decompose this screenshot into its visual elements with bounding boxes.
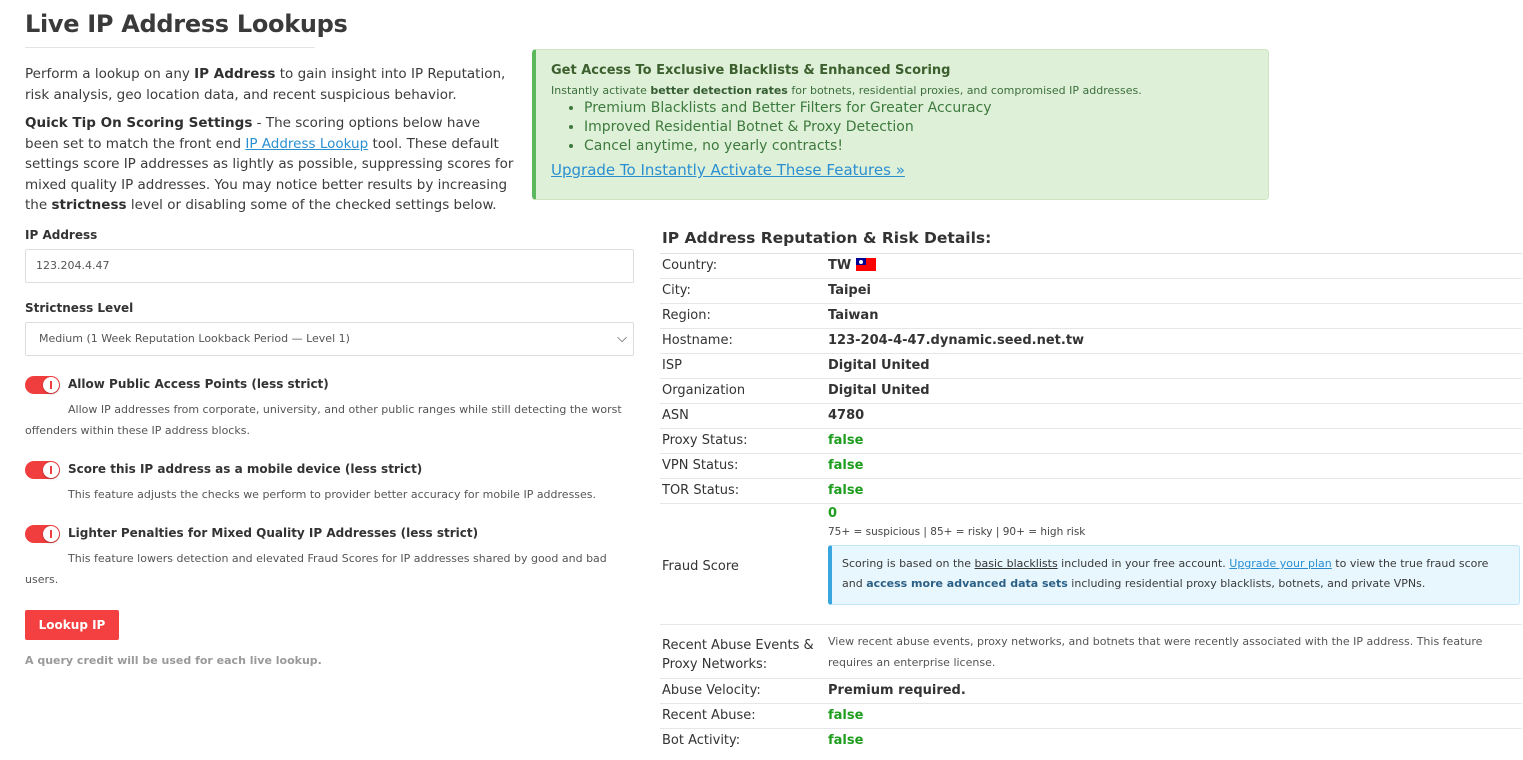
basic-blacklists-link[interactable]: basic blacklists xyxy=(974,557,1058,570)
row-value: Premium required. xyxy=(828,683,966,698)
taiwan-flag-icon xyxy=(856,258,876,271)
upgrade-promo-box xyxy=(532,49,1269,200)
promo-feature-list xyxy=(584,99,1252,156)
row-value: Taiwan xyxy=(828,308,879,323)
strictness-select[interactable] xyxy=(25,322,634,356)
intro-text xyxy=(25,64,515,224)
row-key: ISP xyxy=(662,358,682,373)
row-key: City: xyxy=(662,283,691,298)
list-item: • Premium Blacklists and Better Filters for Greater Accuracy xyxy=(584,99,1252,118)
toggle-knob-icon xyxy=(43,526,59,542)
intro-paragraph: Perform a lookup on any IP Address to gain insight into IP Reputation, risk analysis, geo location data, and recent suspicious behavior. xyxy=(25,66,506,103)
upgrade-plan-link[interactable]: Upgrade your plan xyxy=(1229,557,1332,570)
fraud-info-box: Scoring is based on the basic blacklists included in your free account. Upgrade your plan to view the true fraud score and access more advanced data sets including residential proxy blacklists, botnets, and private VPNs. xyxy=(828,545,1520,605)
credit-note: A query credit will be used for each live lookup. xyxy=(25,654,322,667)
row-key: VPN Status: xyxy=(662,458,739,473)
abuse-events-row xyxy=(660,625,1522,679)
table-row xyxy=(660,279,1522,304)
toggle-switch[interactable] xyxy=(25,376,60,394)
ip-address-label: IP Address xyxy=(25,228,98,242)
toggle-description: This feature lowers detection and elevated Fraud Scores for IP addresses shared by good and bad users. xyxy=(25,552,607,586)
fraud-score-value: 0 xyxy=(828,506,838,521)
row-key: Region: xyxy=(662,308,711,323)
table-row xyxy=(660,304,1522,329)
details-title: IP Address Reputation & Risk Details: xyxy=(660,229,1522,254)
chevron-down-icon: ⌵ xyxy=(617,331,627,346)
list-item: • Cancel anytime, no yearly contracts! xyxy=(584,137,1252,156)
table-row xyxy=(660,354,1522,379)
upgrade-link[interactable]: Upgrade To Instantly Activate These Features » xyxy=(551,161,905,179)
quick-tip-paragraph: Quick Tip On Scoring Settings - The scoring options below have been set to match the front end IP Address Lookup tool. These default settings score IP addresses as lightly as possible, suppressing scores for mixed quality IP addresses. You may notice better results by increasing the strictness level or disabling some of the checked settings below. xyxy=(25,115,514,213)
toggle-description: This feature adjusts the checks we perform to provider better accuracy for mobile IP addresses. xyxy=(68,488,597,501)
table-row xyxy=(660,704,1522,729)
row-value: false xyxy=(828,483,864,498)
strictness-label: Strictness Level xyxy=(25,301,134,315)
row-value: Digital United xyxy=(828,358,930,373)
table-row xyxy=(660,429,1522,454)
title-divider xyxy=(25,47,315,48)
row-key: Abuse Velocity: xyxy=(662,683,761,698)
table-row xyxy=(660,404,1522,429)
toggle-public-access xyxy=(25,376,634,441)
row-value: Taipei xyxy=(828,283,871,298)
row-key: Organization xyxy=(662,383,746,398)
row-key: Hostname: xyxy=(662,333,733,348)
table-row xyxy=(660,729,1522,754)
promo-title: Get Access To Exclusive Blacklists & Enhanced Scoring xyxy=(551,63,951,78)
strictness-value: Medium (1 Week Reputation Lookback Period — Level 1) xyxy=(39,332,350,345)
score-legend: 75+ = suspicious | 85+ = risky | 90+ = high risk xyxy=(828,526,1086,538)
row-key: TOR Status: xyxy=(662,483,740,498)
toggle-description: Allow IP addresses from corporate, university, and other public ranges while still detecting the worst offenders within these IP address blocks. xyxy=(25,403,622,437)
row-key: ASN xyxy=(662,408,689,423)
row-key: Proxy Status: xyxy=(662,433,748,448)
toggle-switch[interactable] xyxy=(25,461,60,479)
toggle-lighter-penalties xyxy=(25,525,634,590)
row-value xyxy=(828,258,876,273)
table-row xyxy=(660,379,1522,404)
row-value: 123-204-4-47.dynamic.seed.net.tw xyxy=(828,333,1085,348)
lookup-form xyxy=(25,228,634,356)
table-row xyxy=(660,329,1522,354)
toggle-title: Allow Public Access Points (less strict) xyxy=(68,377,329,391)
row-key: Recent Abuse: xyxy=(662,708,756,723)
table-row xyxy=(660,454,1522,479)
table-row xyxy=(660,679,1522,704)
lookup-ip-button[interactable]: Lookup IP xyxy=(25,610,119,640)
row-key: Country: xyxy=(662,258,718,273)
toggle-title: Score this IP address as a mobile device (less strict) xyxy=(68,462,423,476)
row-key: Recent Abuse Events & Proxy Networks: xyxy=(662,638,814,672)
row-value: false xyxy=(828,708,864,723)
row-key: Fraud Score xyxy=(662,559,739,574)
country-code: TW xyxy=(828,258,852,273)
toggle-mobile-device xyxy=(25,461,634,505)
toggle-knob-icon xyxy=(43,377,59,393)
toggle-switch[interactable] xyxy=(25,525,60,543)
row-value: false xyxy=(828,733,864,748)
fraud-score-row xyxy=(660,504,1522,625)
promo-subtitle: Instantly activate better detection rates for botnets, residential proxies, and compromised IP addresses. xyxy=(551,84,1142,97)
page-title: Live IP Address Lookups xyxy=(25,10,348,38)
reputation-details xyxy=(660,229,1522,754)
list-item: • Improved Residential Botnet & Proxy Detection xyxy=(584,118,1252,137)
row-value: false xyxy=(828,458,864,473)
abuse-events-description: View recent abuse events, proxy networks, and botnets that were recently associated with the IP address. This feature requires an enterprise license. xyxy=(828,635,1483,669)
ip-address-input[interactable]: 123.204.4.47 xyxy=(25,249,634,283)
row-value: false xyxy=(828,433,864,448)
table-row xyxy=(660,479,1522,504)
ip-lookup-link[interactable]: IP Address Lookup xyxy=(245,135,369,152)
toggle-knob-icon xyxy=(43,462,59,478)
row-key: Bot Activity: xyxy=(662,733,741,748)
row-value: 4780 xyxy=(828,408,865,423)
toggle-title: Lighter Penalties for Mixed Quality IP Addresses (less strict) xyxy=(68,526,479,540)
row-value: Digital United xyxy=(828,383,930,398)
table-row xyxy=(660,254,1522,279)
